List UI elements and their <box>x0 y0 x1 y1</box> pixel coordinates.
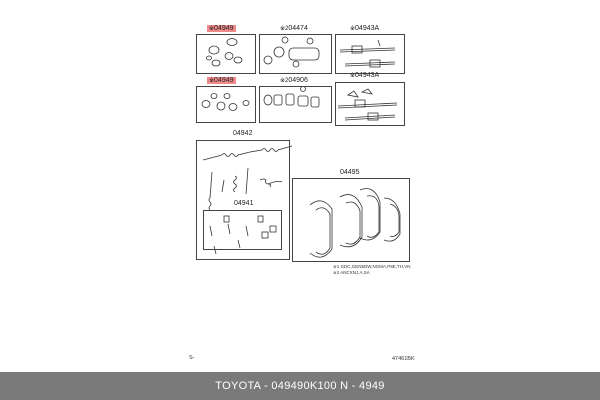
part-label-04949-b[interactable] <box>207 77 236 84</box>
part-mark: ※ <box>350 26 356 32</box>
part-label-04949-a[interactable] <box>207 25 236 32</box>
footnote-1: ※1 GDC,GEN5DW,NGMA,P8E,TH,VN <box>333 264 411 269</box>
part-mark: ※ <box>209 78 215 84</box>
part-code: 04943A <box>355 25 380 32</box>
caption-bar <box>0 372 600 400</box>
part-mark: ※ <box>350 73 356 79</box>
part-code: 04495 <box>340 169 360 176</box>
part-code: 04474 <box>288 25 308 32</box>
part-box-04906 <box>259 86 332 123</box>
part-label-04941[interactable] <box>234 200 253 207</box>
part-label-04474[interactable] <box>280 25 308 32</box>
part-box-04943a-a <box>335 34 405 74</box>
part-label-04906[interactable] <box>280 77 308 84</box>
part-label-04495[interactable] <box>340 169 359 176</box>
corner-label-left: S- <box>189 355 195 361</box>
part-mark: ※ <box>209 26 215 32</box>
part-mark: ※2 <box>280 26 289 32</box>
part-code: 04942 <box>233 130 253 137</box>
part-number-caption: TOYOTA - 049490K100 N - 4949 <box>215 380 385 392</box>
part-code: 04943A <box>355 72 380 79</box>
corner-label-right: 47461BK <box>392 356 415 362</box>
part-code: 04941 <box>234 200 254 207</box>
part-mark: ※2 <box>280 78 289 84</box>
part-code: 04906 <box>288 77 308 84</box>
footnote-2: ※2 ANCXNJ,A,SA <box>333 270 370 275</box>
part-box-04474 <box>259 34 332 74</box>
part-label-04943a-a[interactable] <box>350 25 379 32</box>
part-label-04942[interactable] <box>233 130 252 137</box>
part-label-04943a-b[interactable] <box>350 72 379 79</box>
part-box-04495 <box>292 178 410 262</box>
part-code: 04949 <box>214 77 234 84</box>
part-box-04941 <box>203 210 282 250</box>
part-code: 04949 <box>214 25 234 32</box>
part-box-04949-b <box>196 86 256 123</box>
part-box-04949-a <box>196 34 256 74</box>
part-box-04943a-b <box>335 82 405 126</box>
